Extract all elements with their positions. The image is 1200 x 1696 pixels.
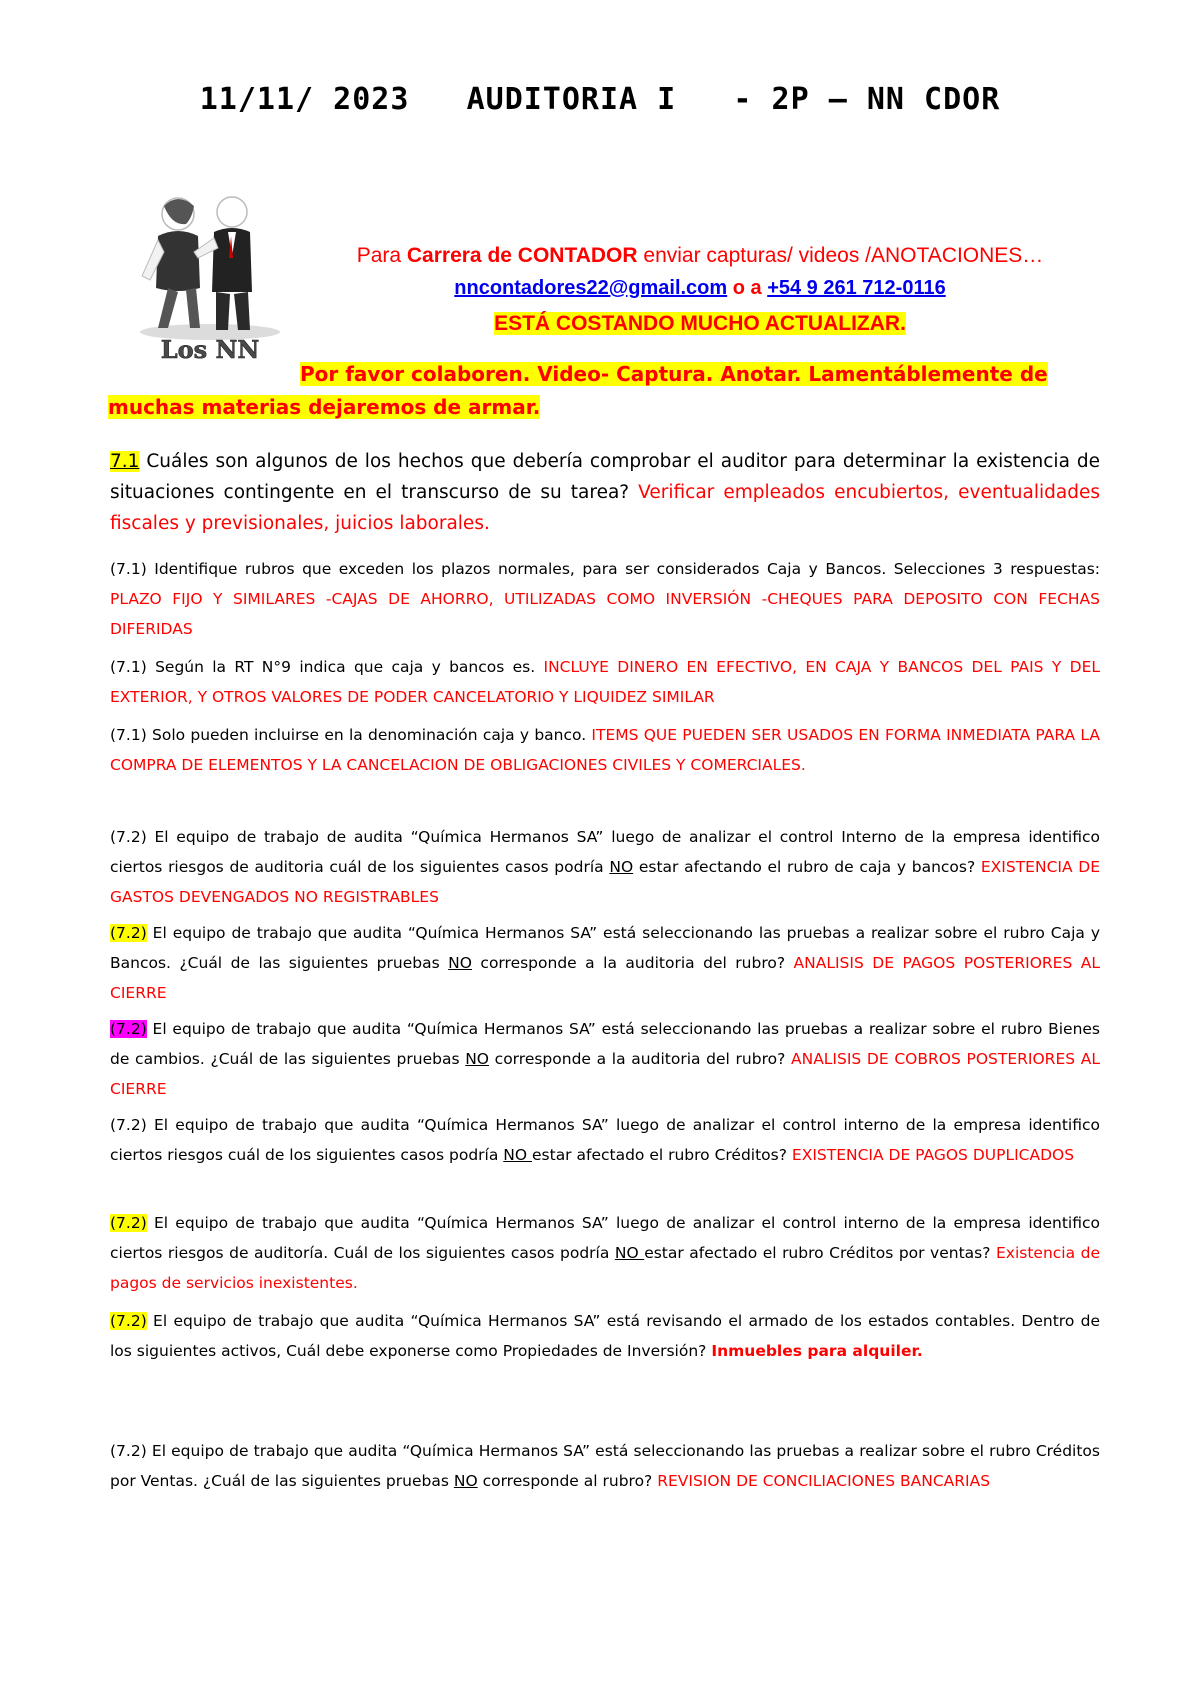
- answer-text: ANALISIS DE COBROS POSTERIORES AL CIERRE: [110, 1050, 1100, 1098]
- question-item: [110, 1436, 1100, 1496]
- answer-text: ANALISIS DE PAGOS POSTERIORES AL CIERRE: [110, 954, 1101, 1002]
- header-career: Carrera de CONTADOR: [406, 244, 638, 267]
- question-number: (7.2): [110, 1214, 147, 1232]
- answer-text: EXISTENCIA DE GASTOS DEVENGADOS NO REGISTRABLES: [110, 858, 1100, 906]
- question-text: El equipo de trabajo que audita “Química Hermanos SA” está revisando el armado de los estados contables. Dentro de los siguientes activos, Cuál debe exponerse como Propiedades de Inversión?: [110, 1312, 1100, 1360]
- phone-link[interactable]: +54 9 261 712-0116: [767, 277, 946, 299]
- question-number: 7.1: [110, 451, 140, 472]
- question-item: [110, 1014, 1100, 1104]
- answer-text: Verificar empleados encubiertos, eventualidades fiscales y previsionales, juicios laborales.: [110, 482, 1100, 534]
- collaboration-notice: [108, 358, 1100, 424]
- question-text-tail: estar afectado el rubro Créditos por ventas?: [644, 1244, 996, 1262]
- question-number: (7.1): [110, 658, 147, 676]
- question-number: (7.1): [110, 726, 147, 744]
- question-text: Identifique rubros que exceden los plazos normales, para ser considerados Caja y Bancos. Selecciones 3 respuestas:: [146, 560, 1100, 578]
- question-number: (7.1): [110, 560, 147, 578]
- question-number: (7.2): [110, 828, 147, 846]
- question-item: [110, 554, 1100, 644]
- answer-text: REVISION DE CONCILIACIONES BANCARIAS: [657, 1472, 991, 1490]
- page-title: 11/11/ 2023 AUDITORIA I - 2P – NN CDOR: [199, 82, 1001, 117]
- header-text: Para: [356, 244, 407, 267]
- negation-word: NO: [609, 858, 634, 876]
- negation-word: NO: [503, 1146, 532, 1164]
- question-text: El equipo de trabajo de audita “Química Hermanos SA” luego de analizar el control Interno de la empresa identifico ciertos riesgos de auditoria cuál de los siguientes casos podría: [110, 828, 1100, 876]
- answer-text: Existencia de pagos de servicios inexistentes.: [110, 1244, 1100, 1292]
- question-item: [110, 822, 1100, 912]
- answer-text: Inmuebles para alquiler.: [711, 1342, 923, 1360]
- header-line-3: [300, 312, 1100, 336]
- question-text-tail: estar afectando el rubro de caja y bancos?: [633, 858, 981, 876]
- negation-word: NO: [614, 1244, 645, 1262]
- header-text-tail: enviar capturas/ videos /ANOTACIONES…: [637, 244, 1044, 267]
- question-text: El equipo de trabajo que audita “Química Hermanos SA” está seleccionando las pruebas a realizar sobre el rubro Créditos por Ventas. ¿Cuál de las siguientes pruebas: [110, 1442, 1100, 1490]
- question-number: (7.2): [110, 1020, 147, 1038]
- question-text-tail: corresponde al rubro?: [477, 1472, 658, 1490]
- negation-word: NO: [465, 1050, 489, 1068]
- question-text: Solo pueden incluirse en la denominación caja y banco.: [146, 726, 592, 744]
- answer-text: PLAZO FIJO Y SIMILARES -CAJAS DE AHORRO, UTILIZADAS COMO INVERSIÓN -CHEQUES PARA DEPOSITO CON FECHAS DIFERIDAS: [110, 590, 1100, 638]
- update-notice: ESTÁ COSTANDO MUCHO ACTUALIZAR.: [494, 312, 906, 335]
- question-item: [110, 446, 1100, 539]
- question-text: El equipo de trabajo que audita “Química Hermanos SA” luego de analizar el control interno de la empresa identifico ciertos riesgos de auditoría. Cuál de los siguientes casos podría: [110, 1214, 1100, 1262]
- answer-text: EXISTENCIA DE PAGOS DUPLICADOS: [791, 1146, 1075, 1164]
- los-nn-logo: [128, 196, 284, 366]
- question-item: [110, 1110, 1100, 1170]
- header-line-2: [300, 277, 1100, 300]
- question-item: [110, 918, 1100, 1008]
- answer-text: ITEMS QUE PUEDEN SER USADOS EN FORMA INMEDIATA PARA LA COMPRA DE ELEMENTOS Y LA CANCELACION DE OBLIGACIONES CIVILES Y COMERCIALES.: [110, 726, 1100, 774]
- question-number: (7.2): [110, 1116, 147, 1134]
- question-text: Cuáles son algunos de los hechos que debería comprobar el auditor para determinar la existencia de situaciones contingente en el transcurso de su tarea?: [110, 451, 1100, 503]
- answer-text: INCLUYE DINERO EN EFECTIVO, EN CAJA Y BANCOS DEL PAIS Y DEL EXTERIOR, Y OTROS VALORES DE PODER CANCELATORIO Y LIQUIDEZ SIMILAR: [110, 658, 1100, 706]
- question-text-tail: corresponde a la auditoria del rubro?: [471, 954, 794, 972]
- question-text: El equipo de trabajo que audita “Química Hermanos SA” luego de analizar el control interno de la empresa identifico ciertos riesgos cuál de los siguientes casos podría: [110, 1116, 1100, 1164]
- header-line-1: [300, 244, 1100, 268]
- question-text: El equipo de trabajo que audita “Química Hermanos SA” está seleccionando las pruebas a realizar sobre el rubro Caja y Bancos. ¿Cuál de las siguientes pruebas: [110, 924, 1100, 972]
- logo-text: Los NN: [160, 335, 260, 364]
- question-number: (7.2): [110, 924, 147, 942]
- question-item: [110, 652, 1100, 712]
- header-or: o a: [727, 277, 768, 299]
- collab-line-2: muchas materias dejaremos de armar.: [108, 395, 541, 419]
- collab-line-1: Por favor colaboren. Video- Captura. Anotar. Lamentáblemente de: [300, 362, 1048, 386]
- question-number: (7.2): [110, 1312, 147, 1330]
- question-text: Según la RT N°9 indica que caja y bancos es.: [146, 658, 544, 676]
- negation-word: NO: [448, 954, 472, 972]
- email-link[interactable]: nncontadores22@gmail.com: [454, 277, 728, 299]
- question-text: El equipo de trabajo que audita “Química Hermanos SA” está seleccionando las pruebas a realizar sobre el rubro Bienes de cambios. ¿Cuál de las siguientes pruebas: [110, 1020, 1100, 1068]
- question-item: [110, 1306, 1100, 1366]
- question-item: [110, 1208, 1100, 1298]
- question-number: (7.2): [110, 1442, 147, 1460]
- question-text-tail: corresponde a la auditoria del rubro?: [489, 1050, 791, 1068]
- question-text-tail: estar afectado el rubro Créditos?: [532, 1146, 792, 1164]
- question-item: [110, 720, 1100, 780]
- negation-word: NO: [453, 1472, 478, 1490]
